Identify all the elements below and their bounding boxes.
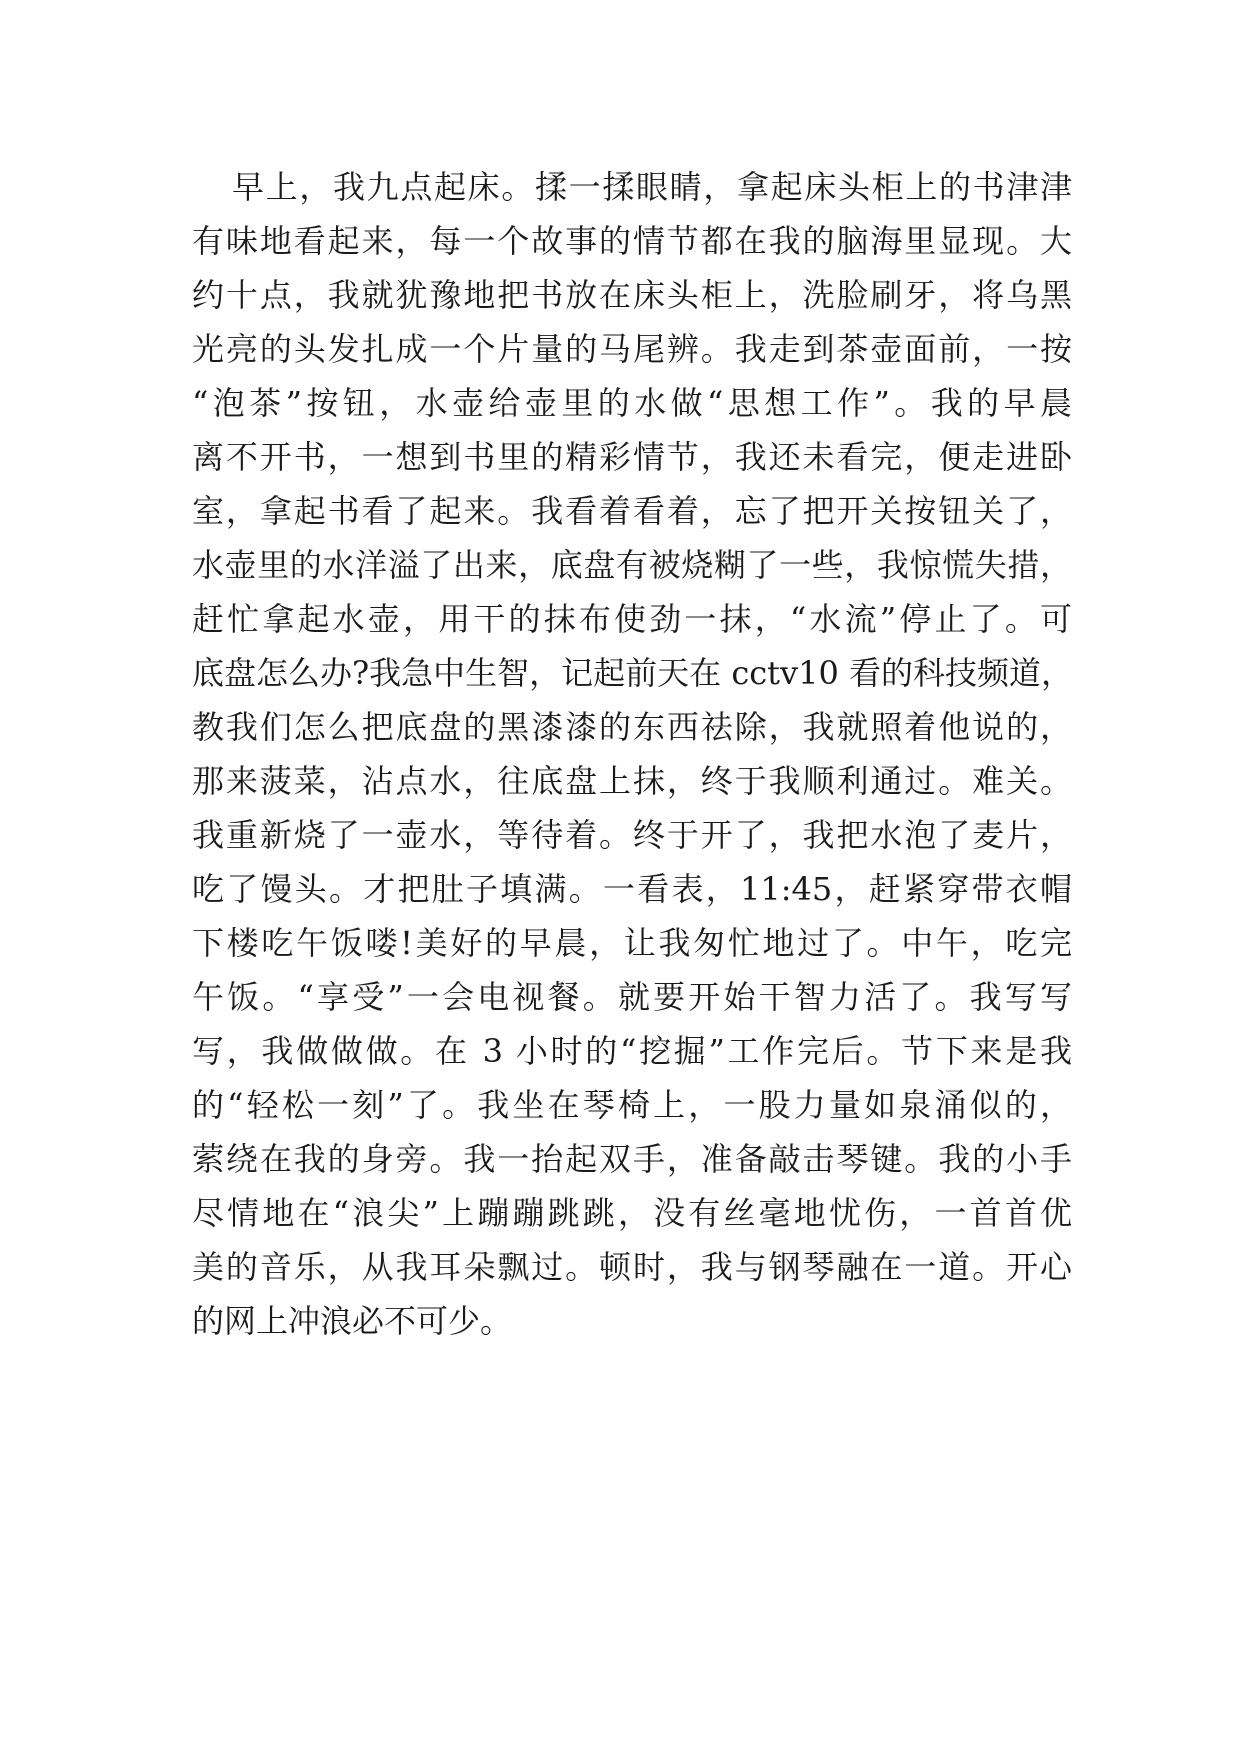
text-line: 早上，我九点起床。揉一揉眼睛，拿起床头柜上的书津津 [232,168,1072,206]
text-line: 下楼吃午饭喽!美好的早晨，让我匆忙地过了。中午，吃完 [192,924,1072,962]
text-line: 午饭。“享受”一会电视餐。就要开始干智力活了。我写写 [192,978,1072,1016]
text-line: 我重新烧了一壶水，等待着。终于开了，我把水泡了麦片， [192,816,1072,854]
text-line: 底盘怎么办?我急中生智，记起前天在 cctv10 看的科技频道， [192,654,1074,692]
text-line: 的网上冲浪必不可少。 [192,1302,513,1340]
body-paragraph [192,160,1072,1348]
text-line: “泡茶”按钮，水壶给壶里的水做“思想工作”。我的早晨 [192,384,1072,422]
text-line: 离不开书，一想到书里的精彩情节，我还未看完，便走进卧 [192,438,1072,476]
text-line: 有味地看起来，每一个故事的情节都在我的脑海里显现。大 [192,222,1072,260]
text-line: 水壶里的水洋溢了出来，底盘有被烧糊了一些，我惊慌失措， [192,546,1072,584]
text-line: 的“轻松一刻”了。我坐在琴椅上，一股力量如泉涌似的， [192,1086,1072,1124]
text-line: 吃了馒头。才把肚子填满。一看表，11:45，赶紧穿带衣帽 [192,870,1072,908]
text-line: 室，拿起书看了起来。我看着看着，忘了把开关按钮关了， [192,492,1072,530]
text-line: 赶忙拿起水壶，用干的抹布使劲一抹，“水流”停止了。可 [192,600,1072,638]
text-line: 萦绕在我的身旁。我一抬起双手，准备敲击琴键。我的小手 [192,1140,1072,1178]
text-line: 尽情地在“浪尖”上蹦蹦跳跳，没有丝毫地忧伤，一首首优 [192,1194,1072,1232]
text-line: 那来菠菜，沾点水，往底盘上抹，终于我顺利通过。难关。 [192,762,1072,800]
text-line: 写，我做做做。在 3 小时的“挖掘”工作完后。节下来是我 [192,1032,1072,1070]
text-line: 约十点，我就犹豫地把书放在床头柜上，洗脸刷牙，将乌黑 [192,276,1072,314]
text-line: 光亮的头发扎成一个片量的马尾辨。我走到茶壶面前，一按 [192,330,1072,368]
text-line: 美的音乐，从我耳朵飘过。顿时，我与钢琴融在一道。开心 [192,1248,1072,1286]
text-line: 教我们怎么把底盘的黑漆漆的东西祛除，我就照着他说的， [192,708,1072,746]
